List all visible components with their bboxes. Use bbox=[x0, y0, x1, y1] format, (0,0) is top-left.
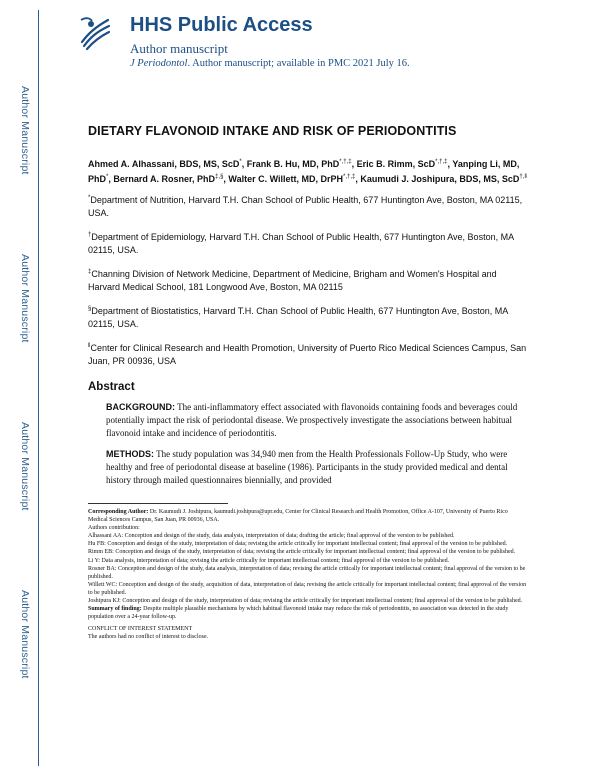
abstract-label: BACKGROUND: bbox=[106, 402, 175, 412]
footnotes bbox=[88, 508, 528, 642]
author-separator: , bbox=[447, 159, 453, 169]
affiliation bbox=[88, 229, 528, 256]
abstract-text: The anti-inflammatory effect associated with flavonoids containing foods and beverages could potentially impact the risk of periodontal disease. We prospectively investigate the associations between habitual flavonoid intake and incidence of periodontitis. bbox=[106, 402, 518, 438]
affiliation-mark: ǁ bbox=[88, 343, 91, 349]
author-separator: , bbox=[351, 159, 357, 169]
affiliation-text: Department of Epidemiology, Harvard T.H. Chan School of Public Health, 677 Huntington Ave, Boston, MA 02115, USA. bbox=[88, 232, 514, 255]
author-name: Frank B. Hu, MD, PhD bbox=[246, 159, 340, 169]
author-name: Eric B. Rimm, ScD bbox=[356, 159, 436, 169]
sidebar-label: Author Manuscript bbox=[19, 421, 31, 511]
sidebar-label: Author Manuscript bbox=[19, 589, 31, 679]
summary-text: Despite multiple plausible mechanisms by which habitual flavonoid intake may reduce the risk of periodontitis, no association was detected in the study population over a 24-year follow-up. bbox=[88, 606, 509, 621]
affiliation bbox=[88, 303, 528, 330]
summary-label: Summary of finding: bbox=[88, 606, 142, 613]
author-marks: †,ǁ bbox=[519, 174, 527, 180]
affiliation-mark: † bbox=[88, 232, 92, 238]
abstract-text: The study population was 34,940 men from the Health Professionals Follow-Up Study, who were healthy and free of periodontal disease at baseline (1986). Participants in the study provided medical and dental history through mailed questionnaires biennially, and provided bbox=[106, 449, 508, 485]
abstract-heading: Abstract bbox=[88, 381, 135, 393]
author-list bbox=[88, 156, 528, 186]
author-marks: *,†,‡ bbox=[343, 174, 356, 180]
article-body bbox=[88, 124, 528, 495]
citation-text: . Author manuscript; available in PMC 2021 July 16. bbox=[187, 58, 410, 69]
hhs-eagle-logo-icon bbox=[78, 12, 112, 52]
journal-name: J Periodontol bbox=[130, 58, 188, 69]
contribution-item: Rosner BA: Conception and design of the study, data analysis, interpretation of data; revising the article critically for important intellectual content; final approval of the version to be published. bbox=[88, 565, 526, 580]
author-separator: , bbox=[241, 159, 247, 169]
contribution-item: Li Y: Data analysis, interpretation of data; revising the article critically for important intellectual content; final approval of the version to be published. bbox=[88, 557, 450, 564]
affiliation bbox=[88, 340, 528, 367]
footnote-divider bbox=[88, 503, 228, 504]
coi-text: The authors had no conflict of interest to disclose. bbox=[88, 634, 209, 641]
summary-of-finding bbox=[88, 605, 528, 621]
author-name: Bernard A. Rosner, PhD bbox=[113, 174, 216, 184]
author-name: Ahmed A. Alhassani, BDS, MS, ScD bbox=[88, 159, 240, 169]
author-separator: , bbox=[355, 174, 361, 184]
author-manuscript-subtitle: Author manuscript bbox=[130, 41, 228, 56]
abstract-label: METHODS: bbox=[106, 449, 154, 459]
author-marks: ‡,§ bbox=[215, 174, 224, 180]
contribution-item: Willett WC: Conception and design of the study, acquisition of data, interpretation of data; revising the article critically for important intellectual content; final approval of the version to be published. bbox=[88, 581, 527, 596]
contribution-item: Joshipura KJ: Conception and design of the study, interpretation of data; revising the article critically for important intellectual content; final approval of the version to be published. bbox=[88, 598, 523, 605]
sidebar-divider bbox=[38, 10, 39, 766]
contribution-item: Alhassani AA: Conception and design of the study, data analysis, interpretation of data; drafting the article; final approval of the version to be published. bbox=[88, 533, 455, 540]
affiliation-mark: ‡ bbox=[88, 269, 92, 275]
coi-heading: CONFLICT OF INTEREST STATEMENT bbox=[88, 626, 193, 633]
corresponding-label: Corresponding Author: bbox=[88, 509, 149, 515]
page-header bbox=[78, 12, 538, 76]
contribution-item: Hu FB: Conception and design of the study, interpretation of data; revising the article critically for important intellectual content; final approval of the version to be published. bbox=[88, 541, 508, 548]
affiliation-text: Channing Division of Network Medicine, Department of Medicine, Brigham and Women's Hospital and Harvard Medical School, 181 Longwood Ave, Boston, MA 02115 bbox=[88, 269, 497, 292]
author-marks: *,†,‡ bbox=[339, 159, 352, 165]
author-name: Yanping Li, MD, PhD bbox=[88, 159, 520, 184]
author-marks: * bbox=[239, 159, 242, 165]
affiliation-text: Department of Biostatistics, Harvard T.H. Chan School of Public Health, 677 Huntington Ave, Boston, MA 02115, USA. bbox=[88, 306, 508, 329]
sidebar-label: Author Manuscript bbox=[19, 253, 31, 343]
abstract-section bbox=[106, 401, 528, 440]
affiliation-mark: § bbox=[88, 306, 92, 312]
author-separator: , bbox=[223, 174, 229, 184]
author-marks: * bbox=[106, 174, 109, 180]
sidebar-label: Author Manuscript bbox=[19, 85, 31, 175]
affiliation-mark: * bbox=[88, 195, 91, 201]
contribution-item: Rimm EB: Conception and design of the study, interpretation of data; revising the article critically for important intellectual content; final approval of the version to be published. bbox=[88, 549, 516, 556]
affiliation-text: Center for Clinical Research and Health Promotion, University of Puerto Rico Medical Sciences Campus, San Juan, PR 00936, USA bbox=[88, 343, 527, 366]
contributions-heading: Authors contribution: bbox=[88, 525, 140, 532]
abstract-section bbox=[106, 448, 528, 487]
hhs-public-access-title: HHS Public Access bbox=[130, 14, 313, 36]
author-marks: *,†,‡ bbox=[435, 159, 448, 165]
affiliation bbox=[88, 266, 528, 293]
author-name: Walter C. Willett, MD, DrPH bbox=[228, 174, 344, 184]
affiliation-text: Department of Nutrition, Harvard T.H. Chan School of Public Health, 677 Huntington Ave, Boston, MA 02115, USA. bbox=[88, 195, 523, 218]
author-separator: , bbox=[108, 174, 114, 184]
citation-line bbox=[130, 58, 410, 69]
article-title: DIETARY FLAVONOID INTAKE AND RISK OF PERIODONTITIS bbox=[88, 124, 457, 138]
corresponding-text: Dr. Kaumudi J. Joshipura, kaumudi.joshipura@upr.edu, Center for Clinical Research and Health Promotion, Office A-107, University of Puerto Rico Medical Sciences Campus, San Juan, PR 00936, USA. bbox=[88, 509, 508, 524]
affiliation bbox=[88, 192, 528, 219]
author-name: Kaumudi J. Joshipura, BDS, MS, ScD bbox=[360, 174, 520, 184]
corresponding-author-note bbox=[88, 508, 528, 524]
